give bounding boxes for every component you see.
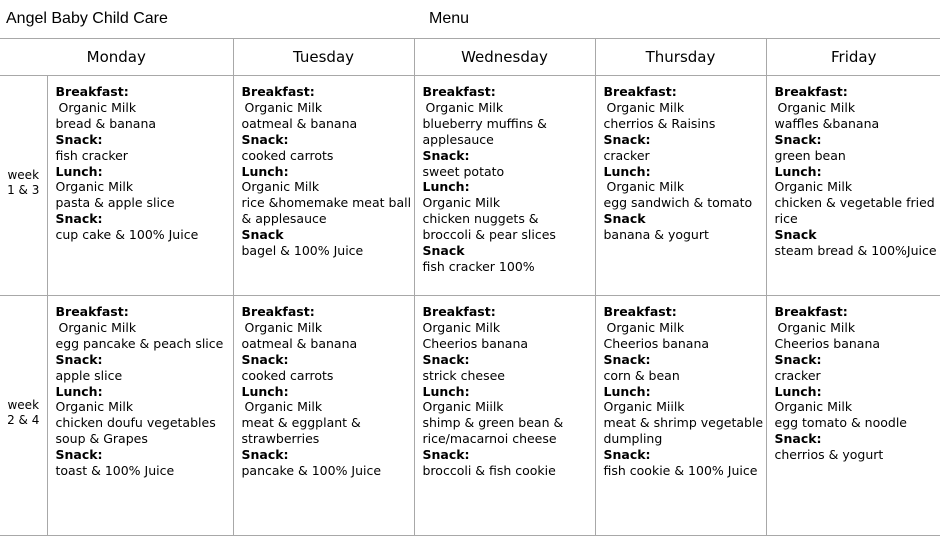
menu-cell-week2-tuesday bbox=[233, 296, 414, 536]
menu-item: cracker bbox=[774, 367, 821, 383]
menu-item: Organic Milk bbox=[606, 319, 685, 335]
week-label bbox=[0, 296, 47, 536]
menu-item: Organic Miilk bbox=[603, 399, 685, 415]
menu-item: meat & eggplant & bbox=[241, 415, 361, 431]
week-label-line2: 2 & 4 bbox=[7, 412, 40, 427]
menu-item: Organic Milk bbox=[58, 99, 137, 115]
menu-item: oatmeal & banana bbox=[241, 335, 358, 351]
menu-cell-week1-tuesday bbox=[233, 76, 414, 296]
meal-heading: Lunch: bbox=[603, 383, 651, 399]
menu-item: egg pancake & peach slice bbox=[55, 335, 224, 351]
meal-heading: Lunch: bbox=[422, 383, 470, 399]
menu-item: cup cake & 100% Juice bbox=[55, 227, 199, 243]
meal-heading: Snack: bbox=[55, 447, 103, 463]
menu-item: Organic Milk bbox=[244, 99, 323, 115]
menu-item: steam bread & 100%Juice bbox=[774, 243, 937, 259]
day-header-friday: Friday bbox=[766, 39, 940, 76]
menu-cell-week2-monday bbox=[47, 296, 233, 536]
menu-item: bagel & 100% Juice bbox=[241, 243, 364, 259]
meal-heading: Snack: bbox=[55, 131, 103, 147]
meal-heading: Snack: bbox=[55, 211, 103, 227]
menu-item: apple slice bbox=[55, 367, 123, 383]
document-header bbox=[0, 0, 940, 38]
meal-heading: Breakfast: bbox=[241, 84, 315, 99]
menu-item: Organic Milk bbox=[55, 179, 134, 195]
menu-item: Organic Milk bbox=[425, 99, 504, 115]
menu-item: Cheerios banana bbox=[603, 335, 710, 351]
meal-heading: Snack: bbox=[241, 447, 289, 463]
meal-heading: Lunch: bbox=[603, 163, 651, 179]
menu-item: banana & yogurt bbox=[603, 227, 709, 243]
menu-cell-week2-wednesday bbox=[414, 296, 595, 536]
day-header-tuesday: Tuesday bbox=[233, 39, 414, 76]
menu-item: broccoli & pear slices bbox=[422, 227, 556, 243]
meal-heading: Snack bbox=[603, 211, 646, 227]
menu-item: egg tomato & noodle bbox=[774, 415, 907, 431]
meal-heading: Snack: bbox=[603, 447, 651, 463]
menu-item: bread & banana bbox=[55, 115, 157, 131]
menu-item: waffles &banana bbox=[774, 115, 880, 131]
menu-item: Organic Milk bbox=[241, 179, 320, 195]
meal-heading: Snack: bbox=[241, 131, 289, 147]
meal-heading: Snack: bbox=[774, 431, 822, 447]
menu-item: cherrios & Raisins bbox=[603, 115, 716, 131]
meal-heading: Snack bbox=[241, 227, 284, 243]
meal-heading: Breakfast: bbox=[55, 304, 129, 319]
menu-item: cherrios & yogurt bbox=[774, 447, 884, 463]
meal-heading: Snack: bbox=[422, 447, 470, 463]
menu-item: Organic Milk bbox=[244, 399, 323, 415]
menu-cell-week1-thursday bbox=[595, 76, 766, 296]
menu-item: shimp & green bean & bbox=[422, 415, 564, 431]
meal-heading: Snack: bbox=[774, 351, 822, 367]
menu-item: Organic Milk bbox=[422, 319, 501, 335]
menu-item: broccoli & fish cookie bbox=[422, 463, 556, 479]
meal-heading: Breakfast: bbox=[603, 304, 677, 319]
meal-heading: Snack bbox=[774, 227, 817, 243]
page-title: Menu bbox=[429, 10, 470, 27]
menu-item: egg sandwich & tomato bbox=[603, 195, 753, 211]
menu-item: pasta & apple slice bbox=[55, 195, 175, 211]
meal-heading: Snack: bbox=[55, 351, 103, 367]
menu-item: rice bbox=[774, 211, 798, 227]
week-label bbox=[0, 76, 47, 296]
meal-heading: Lunch: bbox=[241, 163, 289, 179]
meal-heading: Lunch: bbox=[774, 163, 822, 179]
meal-heading: Breakfast: bbox=[774, 304, 848, 319]
menu-item: fish cookie & 100% Juice bbox=[603, 463, 758, 479]
menu-item: Organic Milk bbox=[55, 399, 134, 415]
menu-item: Organic Milk bbox=[606, 99, 685, 115]
week-row-1 bbox=[0, 76, 940, 296]
menu-item: strick chesee bbox=[422, 367, 505, 383]
menu-item: applesauce bbox=[422, 131, 494, 147]
menu-item: rice/macarnoi cheese bbox=[422, 431, 557, 447]
meal-heading: Breakfast: bbox=[603, 84, 677, 99]
meal-heading: Lunch: bbox=[422, 179, 470, 195]
menu-item: Cheerios banana bbox=[774, 335, 881, 351]
menu-cell-week2-friday bbox=[766, 296, 940, 536]
menu-item: corn & bean bbox=[603, 367, 680, 383]
meal-heading: Snack: bbox=[603, 131, 651, 147]
meal-heading: Snack: bbox=[422, 147, 470, 163]
meal-heading: Snack: bbox=[603, 351, 651, 367]
menu-item: Organic Milk bbox=[777, 319, 856, 335]
menu-item: Cheerios banana bbox=[422, 335, 529, 351]
menu-item: Organic Milk bbox=[774, 179, 853, 195]
meal-heading: Lunch: bbox=[241, 383, 289, 399]
meal-heading: Breakfast: bbox=[241, 304, 315, 319]
menu-item: Organic Miilk bbox=[422, 399, 504, 415]
menu-item: dumpling bbox=[603, 431, 663, 447]
menu-item: soup & Grapes bbox=[55, 431, 148, 447]
meal-heading: Lunch: bbox=[55, 163, 103, 179]
menu-item: chicken & vegetable fried bbox=[774, 195, 935, 211]
menu-item: chicken doufu vegetables bbox=[55, 415, 216, 431]
menu-item: chicken nuggets & bbox=[422, 211, 539, 227]
menu-item: pancake & 100% Juice bbox=[241, 463, 382, 479]
menu-item: Organic Milk bbox=[58, 319, 137, 335]
meal-heading: Lunch: bbox=[774, 383, 822, 399]
week-label-line2: 1 & 3 bbox=[7, 182, 40, 197]
menu-cell-week1-wednesday bbox=[414, 76, 595, 296]
menu-item: oatmeal & banana bbox=[241, 115, 358, 131]
menu-item: Organic Milk bbox=[606, 179, 685, 195]
menu-item: Organic Milk bbox=[422, 195, 501, 211]
menu-item: green bean bbox=[774, 147, 846, 163]
menu-item: toast & 100% Juice bbox=[55, 463, 175, 479]
meal-heading: Breakfast: bbox=[55, 84, 129, 99]
menu-item: Organic Milk bbox=[777, 99, 856, 115]
menu-item: & applesauce bbox=[241, 211, 327, 227]
meal-heading: Breakfast: bbox=[774, 84, 848, 99]
menu-item: meat & shrimp vegetable bbox=[603, 415, 764, 431]
day-header-monday: Monday bbox=[0, 39, 233, 76]
meal-heading: Snack: bbox=[422, 351, 470, 367]
menu-item: fish cracker 100% bbox=[422, 258, 535, 274]
menu-item: Organic Milk bbox=[774, 399, 853, 415]
menu-cell-week1-monday bbox=[47, 76, 233, 296]
organization-name: Angel Baby Child Care bbox=[6, 10, 168, 27]
meal-heading: Lunch: bbox=[55, 383, 103, 399]
menu-item: sweet potato bbox=[422, 163, 505, 179]
menu-item: cooked carrots bbox=[241, 367, 334, 383]
week-label-line1: week bbox=[7, 397, 40, 412]
day-header-thursday: Thursday bbox=[595, 39, 766, 76]
meal-heading: Snack: bbox=[241, 351, 289, 367]
meal-heading: Snack bbox=[422, 243, 465, 259]
menu-item: blueberry muffins & bbox=[422, 115, 547, 131]
menu-table bbox=[0, 38, 940, 536]
menu-item: cooked carrots bbox=[241, 147, 334, 163]
meal-heading: Breakfast: bbox=[422, 304, 496, 319]
menu-cell-week2-thursday bbox=[595, 296, 766, 536]
menu-cell-week1-friday bbox=[766, 76, 940, 296]
day-header-wednesday: Wednesday bbox=[414, 39, 595, 76]
menu-item: fish cracker bbox=[55, 147, 128, 163]
week-label-line1: week bbox=[7, 167, 40, 182]
menu-item: cracker bbox=[603, 147, 650, 163]
meal-heading: Breakfast: bbox=[422, 84, 496, 99]
menu-item: rice &homemake meat ball bbox=[241, 195, 412, 211]
day-header-row bbox=[0, 39, 940, 76]
meal-heading: Snack: bbox=[774, 131, 822, 147]
week-row-2 bbox=[0, 296, 940, 536]
menu-item: Organic Milk bbox=[244, 319, 323, 335]
menu-item: strawberries bbox=[241, 431, 320, 447]
